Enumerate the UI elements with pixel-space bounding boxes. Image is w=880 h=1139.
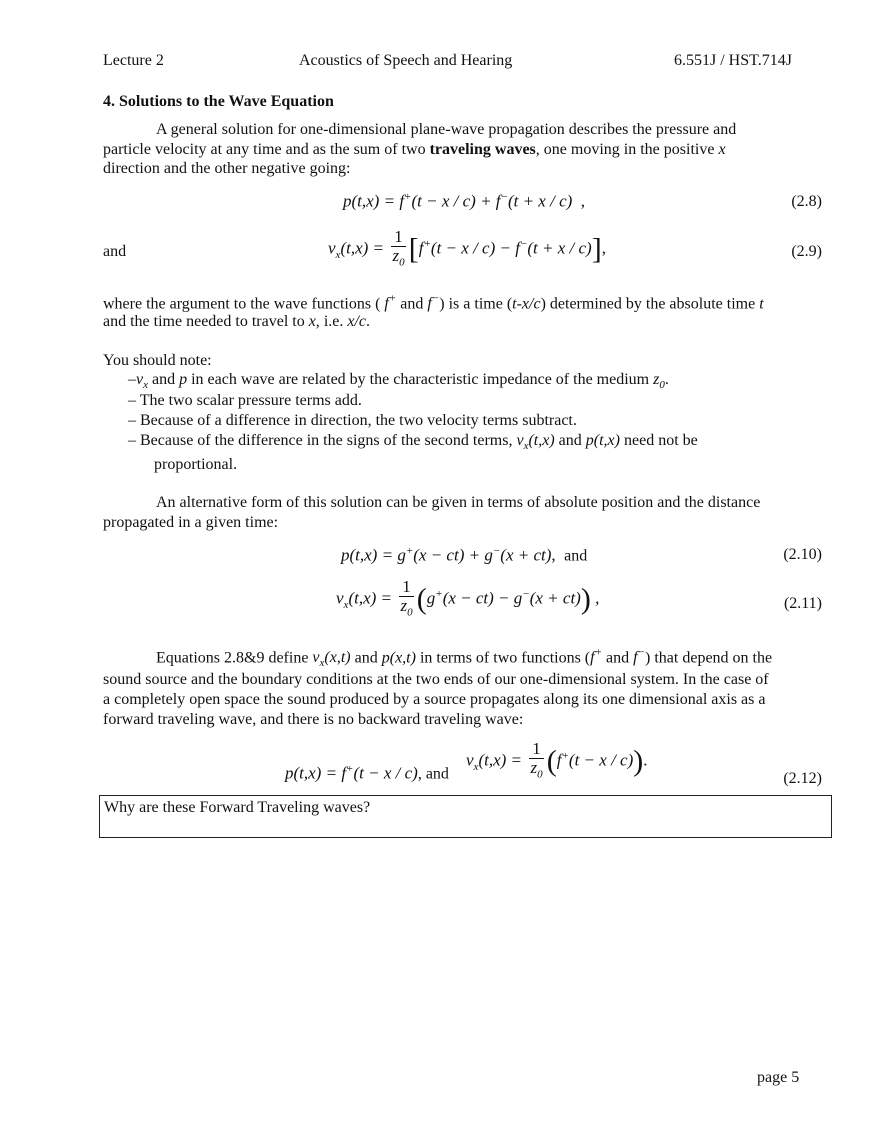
define-text-e: ) that depend on the xyxy=(645,649,773,667)
notes-item-4-continued: proportional. xyxy=(154,456,238,473)
notes-item-1-text-a: and xyxy=(148,371,180,388)
argument-var: t-x/c xyxy=(512,295,541,313)
argument-text-g: . xyxy=(366,313,371,330)
define-line-3: a completely open space the sound produced by a source propagates along its one dimensional axis as a xyxy=(103,691,766,708)
notes-item-2: – The two scalar pressure terms add. xyxy=(128,392,362,409)
argument-var-t: t xyxy=(759,295,764,313)
equation-2-11-label: (2.11) xyxy=(783,595,822,612)
define-text-d: and xyxy=(602,649,634,667)
define-text-b: and xyxy=(350,649,382,667)
argument-text-b: and xyxy=(396,295,428,313)
equation-2-11: $v_x(t,x)$ = $\frac{1}{z_0}$ (g+(x − ct) − g−(x + ct)) , xyxy=(336,577,600,619)
equation-2-10-and: and xyxy=(564,547,588,565)
notes-item-1: $-v_x$ and p in each wave are related by the characteristic impedance of the medium $z_0$. xyxy=(128,371,669,392)
intro-text: particle velocity at any time and as the sum of two xyxy=(103,141,430,158)
notes-item-4-text-c: need not be xyxy=(619,432,698,449)
notes-heading: You should note: xyxy=(103,352,212,369)
alternative-line-2: propagated in a given time: xyxy=(103,514,279,531)
page-number: page 5 xyxy=(757,1069,800,1086)
equation-2-12-label: (2.12) xyxy=(783,770,822,787)
notes-item-4: – Because of the difference in the signs of the second terms, $v_x(t,x)$ and p(t,x) need not be xyxy=(128,432,698,453)
equation-2-10-label: (2.10) xyxy=(783,546,822,563)
equation-2-12-pressure: p(t,x) = f+(t − x / c), and xyxy=(285,763,449,783)
notes-item-4-var-p: p(t,x) xyxy=(585,432,620,449)
notes-item-1-text-b: in each wave are related by the characteristic impedance of the medium xyxy=(187,371,654,388)
equation-2-12-and: , and xyxy=(417,765,449,783)
argument-var-x: x, xyxy=(308,313,320,330)
notes-item-1-var-p: p xyxy=(179,371,188,388)
argument-line-2 xyxy=(103,313,370,331)
header-lecture: Lecture 2 xyxy=(103,52,164,69)
question-box xyxy=(99,795,832,838)
define-text-a: Equations 2.8&9 define xyxy=(156,649,313,667)
notes-item-4-text-b: and xyxy=(554,432,586,449)
argument-text-e: and the time needed to travel to xyxy=(103,313,309,330)
intro-line-2 xyxy=(103,141,726,159)
intro-bold-term: traveling waves xyxy=(429,141,536,158)
define-line-2: sound source and the boundary conditions at the two ends of our one-dimensional system. In the case of xyxy=(103,671,769,688)
alternative-line-1: An alternative form of this solution can be given in terms of absolute position and the distance xyxy=(156,494,761,511)
argument-line-1: where the argument to the wave functions ( f+ and f−) is a time (t-x/c) determined by the absolute time t xyxy=(103,293,764,313)
equation-2-9: $v_x(t,x)$ = $\frac{1}{z_0}$ [f+(t − x / c) − f−(t + x / c)], xyxy=(328,227,606,269)
intro-text-2: , one moving in the positive xyxy=(535,141,719,158)
intro-line-3: direction and the other negative going: xyxy=(103,160,351,177)
equation-2-9-and: and xyxy=(103,243,127,260)
header-course-number: 6.551J / HST.714J xyxy=(674,52,792,69)
argument-var-xc: x/c xyxy=(347,313,367,330)
argument-text-d: ) determined by the absolute time xyxy=(540,295,760,313)
define-text-c: in terms of two functions ( xyxy=(415,649,591,667)
equation-2-8-label: (2.8) xyxy=(791,193,822,210)
equation-2-9-label: (2.9) xyxy=(791,243,822,260)
notes-item-4-text-a: – Because of the difference in the signs of the second terms, xyxy=(128,432,517,449)
equation-2-8: p(t,x) = f+(t − x / c) + f−(t + x / c) , xyxy=(343,191,586,211)
section-title: 4. Solutions to the Wave Equation xyxy=(103,93,334,110)
define-line-1: Equations 2.8&9 define $v_x(x,t)$ and p(x,t) in terms of two functions (f+ and f−) that depend on the xyxy=(156,647,773,670)
argument-text-f: i.e. xyxy=(319,313,348,330)
header-course-title: Acoustics of Speech and Hearing xyxy=(299,52,513,69)
notes-item-3: – Because of a difference in direction, the two velocity terms subtract. xyxy=(128,412,577,429)
argument-text-c: ) is a time ( xyxy=(439,295,513,313)
define-var-p: p(x,t) xyxy=(381,649,416,667)
equation-2-12-velocity: $v_x(t,x)$ = $\frac{1}{z_0}$ (f+(t − x / c)). xyxy=(466,739,648,781)
equation-2-10: p(t,x) = g+(x − ct) + g−(x + ct), and xyxy=(341,545,588,565)
question-text: Why are these Forward Traveling waves? xyxy=(104,799,371,816)
intro-var-x: x xyxy=(718,141,726,158)
intro-line-1: A general solution for one-dimensional plane-wave propagation describes the pressure and xyxy=(156,121,737,138)
define-line-4: forward traveling wave, and there is no backward traveling wave: xyxy=(103,711,524,728)
argument-text-a: where the argument to the wave functions ( xyxy=(103,295,385,313)
